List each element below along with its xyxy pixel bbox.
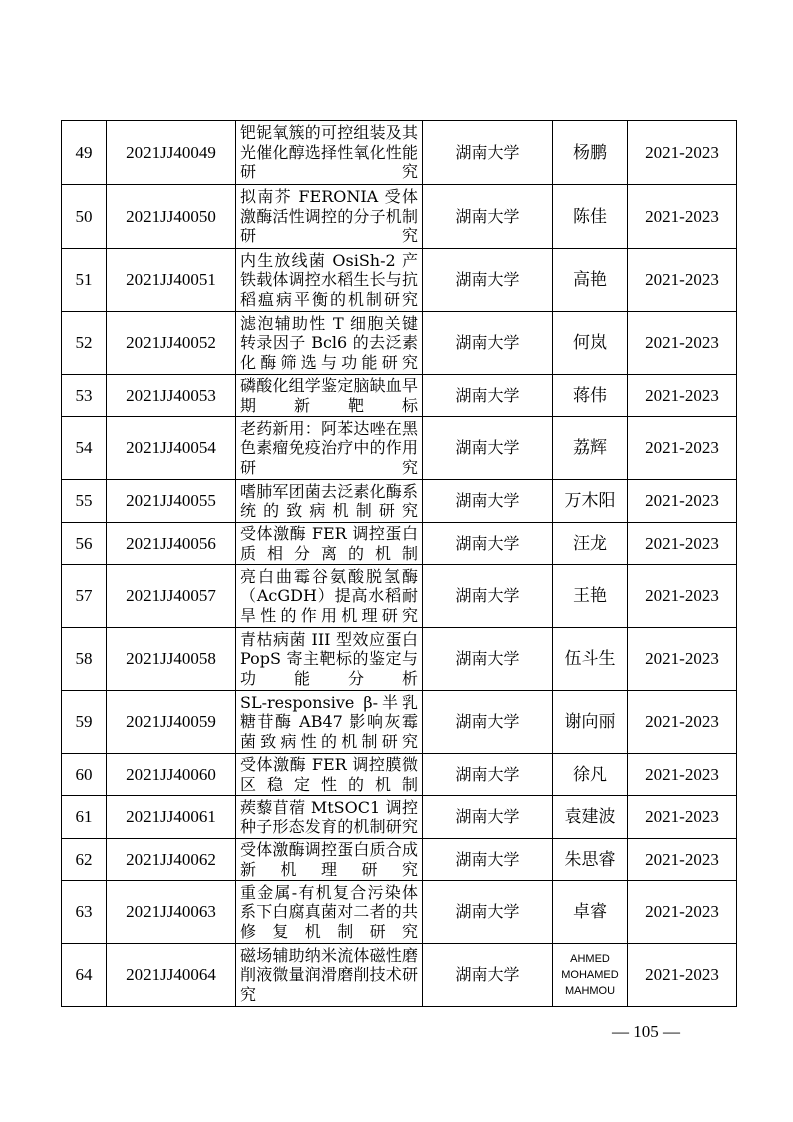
project-title: 受体激酶调控蛋白质合成新机理研究	[236, 839, 423, 881]
table-row	[62, 881, 737, 944]
table-row	[62, 628, 737, 691]
project-id: 2021JJ40057	[107, 565, 236, 628]
project-period: 2021-2023	[628, 121, 737, 185]
project-id: 2021JJ40064	[107, 944, 236, 1007]
project-title: 内生放线菌 OsiSh-2 产铁载体调控水稻生长与抗稻瘟病平衡的机制研究	[236, 249, 423, 312]
institution: 湖南大学	[423, 312, 553, 375]
row-number: 50	[62, 185, 107, 249]
page-number: — 105 —	[612, 1022, 680, 1041]
project-id: 2021JJ40058	[107, 628, 236, 691]
project-title: 亮白曲霉谷氨酸脱氢酶（AcGDH）提高水稻耐旱性的作用机理研究	[236, 565, 423, 628]
project-period: 2021-2023	[628, 881, 737, 944]
row-number: 54	[62, 417, 107, 480]
project-id: 2021JJ40050	[107, 185, 236, 249]
row-number: 62	[62, 839, 107, 881]
institution: 湖南大学	[423, 839, 553, 881]
project-title: 重金属-有机复合污染体系下白腐真菌对二者的共修复机制研究	[236, 881, 423, 944]
project-title: 磁场辅助纳米流体磁性磨削液微量润滑磨削技术研究	[236, 944, 423, 1007]
project-period: 2021-2023	[628, 796, 737, 839]
project-title: 滤泡辅助性 T 细胞关键转录因子 Bcl6 的去泛素化酶筛选与功能研究	[236, 312, 423, 375]
project-title: 受体激酶 FER 调控膜微区稳定性的机制	[236, 754, 423, 796]
project-id: 2021JJ40059	[107, 691, 236, 754]
project-leader: 高艳	[553, 249, 628, 312]
project-leader: 谢向丽	[553, 691, 628, 754]
row-number: 59	[62, 691, 107, 754]
project-title: SL-responsive β-半乳糖苷酶 AB47 影响灰霉菌致病性的机制研究	[236, 691, 423, 754]
project-title: 蒺藜苜蓿 MtSOC1 调控种子形态发育的机制研究	[236, 796, 423, 839]
institution: 湖南大学	[423, 249, 553, 312]
project-leader: 王艳	[553, 565, 628, 628]
project-period: 2021-2023	[628, 839, 737, 881]
project-period: 2021-2023	[628, 565, 737, 628]
table-row	[62, 480, 737, 523]
row-number: 53	[62, 375, 107, 417]
project-leader: 伍斗生	[553, 628, 628, 691]
project-period: 2021-2023	[628, 249, 737, 312]
project-leader: 徐凡	[553, 754, 628, 796]
project-title: 拟南芥 FERONIA 受体激酶活性调控的分子机制研究	[236, 185, 423, 249]
project-leader: 袁建波	[553, 796, 628, 839]
institution: 湖南大学	[423, 480, 553, 523]
row-number: 60	[62, 754, 107, 796]
institution: 湖南大学	[423, 628, 553, 691]
institution: 湖南大学	[423, 523, 553, 565]
project-leader: 何岚	[553, 312, 628, 375]
table-row	[62, 185, 737, 249]
row-number: 56	[62, 523, 107, 565]
project-id: 2021JJ40052	[107, 312, 236, 375]
institution: 湖南大学	[423, 185, 553, 249]
project-leader: 朱思睿	[553, 839, 628, 881]
row-number: 49	[62, 121, 107, 185]
project-id: 2021JJ40062	[107, 839, 236, 881]
table-row	[62, 523, 737, 565]
row-number: 55	[62, 480, 107, 523]
project-id: 2021JJ40049	[107, 121, 236, 185]
project-id: 2021JJ40055	[107, 480, 236, 523]
project-title: 受体激酶 FER 调控蛋白质相分离的机制	[236, 523, 423, 565]
row-number: 58	[62, 628, 107, 691]
project-id: 2021JJ40063	[107, 881, 236, 944]
table-row	[62, 417, 737, 480]
project-title: 青枯病菌 III 型效应蛋白 PopS 寄主靶标的鉴定与功能分析	[236, 628, 423, 691]
institution: 湖南大学	[423, 881, 553, 944]
institution: 湖南大学	[423, 754, 553, 796]
project-period: 2021-2023	[628, 375, 737, 417]
row-number: 63	[62, 881, 107, 944]
table-row	[62, 691, 737, 754]
table-row	[62, 312, 737, 375]
project-period: 2021-2023	[628, 754, 737, 796]
table-row	[62, 839, 737, 881]
project-title: 老药新用：阿苯达唑在黑色素瘤免疫治疗中的作用研究	[236, 417, 423, 480]
project-leader: 陈佳	[553, 185, 628, 249]
project-leader: 卓睿	[553, 881, 628, 944]
project-leader: 杨鹏	[553, 121, 628, 185]
project-period: 2021-2023	[628, 417, 737, 480]
row-number: 51	[62, 249, 107, 312]
project-title: 钯铌氧簇的可控组装及其光催化醇选择性氧化性能研究	[236, 121, 423, 185]
project-leader: 蒋伟	[553, 375, 628, 417]
project-id: 2021JJ40060	[107, 754, 236, 796]
project-id: 2021JJ40056	[107, 523, 236, 565]
institution: 湖南大学	[423, 417, 553, 480]
project-title: 嗜肺军团菌去泛素化酶系统的致病机制研究	[236, 480, 423, 523]
project-period: 2021-2023	[628, 480, 737, 523]
project-id: 2021JJ40053	[107, 375, 236, 417]
institution: 湖南大学	[423, 565, 553, 628]
project-period: 2021-2023	[628, 691, 737, 754]
institution: 湖南大学	[423, 375, 553, 417]
table-row	[62, 796, 737, 839]
row-number: 57	[62, 565, 107, 628]
project-period: 2021-2023	[628, 312, 737, 375]
institution: 湖南大学	[423, 796, 553, 839]
table-row	[62, 754, 737, 796]
project-period: 2021-2023	[628, 628, 737, 691]
institution: 湖南大学	[423, 944, 553, 1007]
row-number: 64	[62, 944, 107, 1007]
table-row	[62, 249, 737, 312]
project-leader: 汪龙	[553, 523, 628, 565]
project-leader: AHMED MOHAMED MAHMOU	[553, 944, 628, 1007]
institution: 湖南大学	[423, 691, 553, 754]
institution: 湖南大学	[423, 121, 553, 185]
project-period: 2021-2023	[628, 944, 737, 1007]
table-row	[62, 375, 737, 417]
project-period: 2021-2023	[628, 523, 737, 565]
row-number: 61	[62, 796, 107, 839]
project-id: 2021JJ40061	[107, 796, 236, 839]
table-row	[62, 565, 737, 628]
project-title: 磷酸化组学鉴定脑缺血早期新靶标	[236, 375, 423, 417]
row-number: 52	[62, 312, 107, 375]
project-id: 2021JJ40054	[107, 417, 236, 480]
project-leader: 万木阳	[553, 480, 628, 523]
project-leader: 荔辉	[553, 417, 628, 480]
project-id: 2021JJ40051	[107, 249, 236, 312]
table-row	[62, 121, 737, 185]
project-period: 2021-2023	[628, 185, 737, 249]
table-row	[62, 944, 737, 1007]
table-body	[62, 121, 737, 1007]
project-table	[61, 120, 737, 1007]
